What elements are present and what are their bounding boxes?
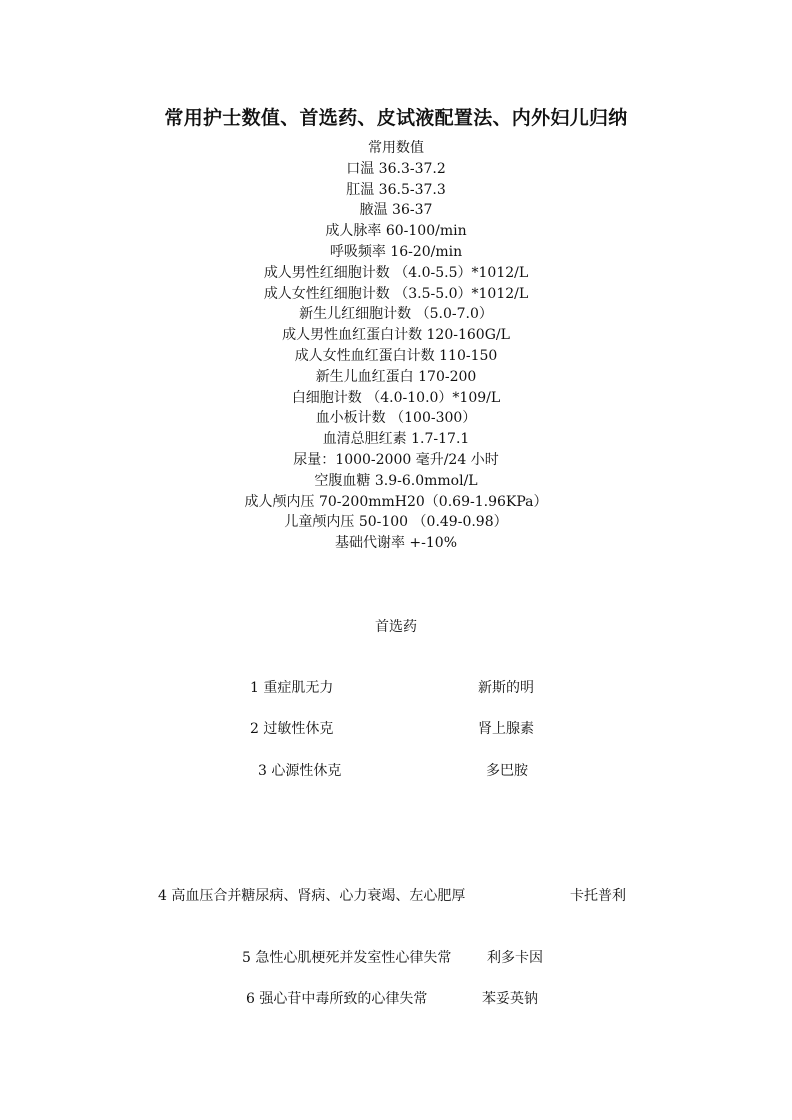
drug-name: 利多卡因 (487, 950, 543, 966)
value-line: 空腹血糖 3.9-6.0mmol/L (314, 472, 478, 489)
drug-name: 苯妥英钠 (482, 991, 538, 1007)
value-line: 儿童颅内压 50-100 （0.49-0.98） (284, 514, 508, 531)
drug-condition: 3 心源性休克 (258, 763, 342, 779)
value-line: 新生儿血红蛋白 170-200 (315, 368, 477, 385)
common-values-section (0, 138, 792, 554)
value-line: 血小板计数 （100-300） (315, 410, 477, 427)
common-values-heading: 常用数值 (368, 140, 424, 156)
value-line: 成人女性红细胞计数 （3.5-5.0）*1012/L (263, 285, 529, 302)
value-line: 尿量：1000-2000 毫升/24 小时 (293, 451, 499, 468)
drug-condition: 4 高血压合并糖尿病、肾病、心力衰竭、左心肥厚 (158, 888, 466, 904)
drug-row (0, 719, 792, 739)
value-line: 血清总胆红素 1.7-17.1 (322, 431, 470, 448)
drug-row (0, 886, 792, 906)
drug-condition: 5 急性心肌梗死并发室性心律失常 (242, 950, 452, 966)
drug-row (0, 678, 792, 698)
value-line: 成人男性红细胞计数 （4.0-5.5）*1012/L (263, 264, 529, 281)
drug-name: 卡托普利 (570, 888, 626, 904)
drug-row (0, 948, 792, 968)
value-line: 呼吸频率 16-20/min (329, 243, 463, 260)
drug-name: 新斯的明 (478, 680, 534, 696)
drug-row (0, 989, 792, 1009)
preferred-drugs-heading: 首选药 (375, 619, 417, 635)
value-line: 成人女性血红蛋白计数 110-150 (294, 347, 498, 364)
value-line: 基础代谢率 +-10% (334, 535, 458, 552)
value-line: 成人男性血红蛋白计数 120-160G/L (282, 327, 510, 344)
value-line: 白细胞计数 （4.0-10.0）*109/L (291, 389, 501, 406)
drug-row (0, 761, 792, 781)
value-line: 肛温 36.5-37.3 (346, 181, 446, 198)
value-line: 腋温 36-37 (359, 202, 433, 219)
value-line: 成人脉率 60-100/min (325, 223, 467, 240)
drug-condition: 6 强心苷中毒所致的心律失常 (246, 991, 428, 1007)
drug-condition: 1 重症肌无力 (250, 680, 334, 696)
value-line: 口温 36.3-37.2 (346, 160, 446, 177)
drug-name: 多巴胺 (486, 763, 528, 779)
drug-name: 肾上腺素 (478, 721, 534, 737)
value-line: 成人颅内压 70-200mmH20（0.69-1.96KPa） (244, 493, 548, 510)
page-title: 常用护士数值、首选药、皮试液配置法、内外妇儿归纳 (164, 107, 628, 129)
drug-condition: 2 过敏性休克 (250, 721, 334, 737)
value-line: 新生儿红细胞计数 （5.0-7.0） (299, 306, 493, 323)
